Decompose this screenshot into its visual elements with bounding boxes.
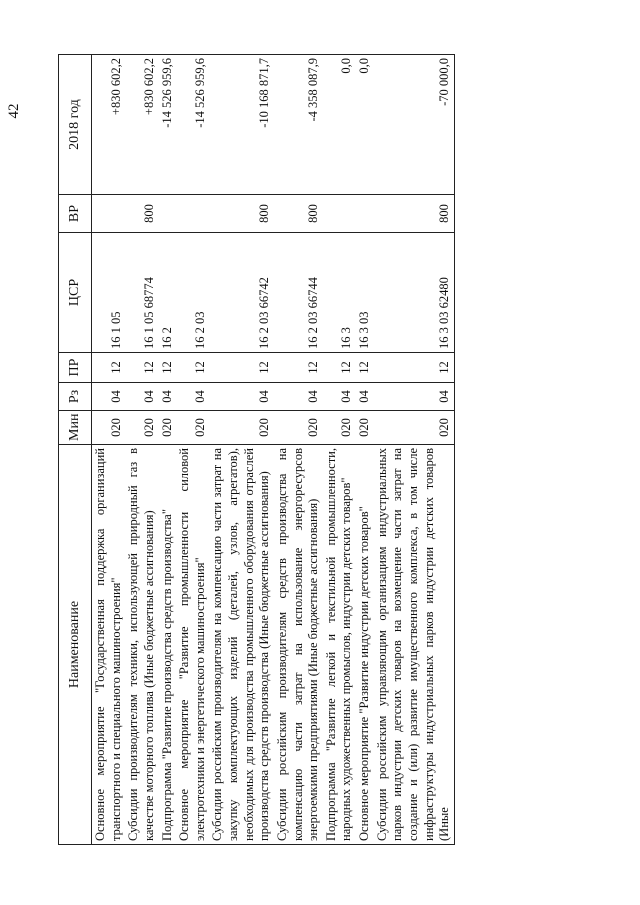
row-name: Субсидии производителям техники, использующей природный газ в качестве моторного топлива (Иные бюджетные ассигнования) [125, 445, 158, 845]
row-min: 020 [274, 411, 323, 445]
table-row [176, 55, 209, 845]
row-csr: 16 1 05 [92, 233, 126, 353]
page-number: 42 [6, 103, 22, 119]
row-min: 020 [374, 411, 455, 445]
row-vr: 800 [125, 195, 158, 233]
row-rz: 04 [209, 383, 274, 411]
row-rz: 04 [125, 383, 158, 411]
row-vr [176, 195, 209, 233]
row-name: Подпрограмма "Развитие легкой и текстильной промышленности, народных художественных промыслов, индустрии детских товаров" [323, 445, 356, 845]
row-csr: 16 2 [159, 233, 177, 353]
row-min: 020 [176, 411, 209, 445]
row-csr: 16 2 03 66744 [274, 233, 323, 353]
table-row [356, 55, 374, 845]
row-pr: 12 [356, 353, 374, 383]
row-pr: 12 [374, 353, 455, 383]
row-value: 0,0 [356, 55, 374, 195]
row-vr [323, 195, 356, 233]
row-vr [159, 195, 177, 233]
row-value: +830 602,2 [125, 55, 158, 195]
table-row [209, 55, 274, 845]
row-csr: 16 3 [323, 233, 356, 353]
row-rz: 04 [374, 383, 455, 411]
row-rz: 04 [274, 383, 323, 411]
header-csr: ЦСР [59, 233, 92, 353]
row-min: 020 [356, 411, 374, 445]
row-value: +830 602,2 [92, 55, 126, 195]
row-pr: 12 [125, 353, 158, 383]
row-name: Основное мероприятие "Развитие индустрии детских товаров" [356, 445, 374, 845]
row-csr: 16 3 03 [356, 233, 374, 353]
row-min: 020 [209, 411, 274, 445]
row-vr [92, 195, 126, 233]
table-header [59, 55, 92, 845]
row-name: Основное мероприятие "Государственная поддержка организаций транспортного и специального машиностроения" [92, 445, 126, 845]
table-row [274, 55, 323, 845]
row-rz: 04 [323, 383, 356, 411]
row-value: -14 526 959,6 [159, 55, 177, 195]
row-pr: 12 [159, 353, 177, 383]
row-name: Субсидии российским производителям средств производства на компенсацию части затрат на использование энергоресурсов энергоемкими предприятиями (Иные бюджетные ассигнования) [274, 445, 323, 845]
row-pr: 12 [176, 353, 209, 383]
row-csr: 16 2 03 [176, 233, 209, 353]
table-row [374, 55, 455, 845]
row-pr: 12 [209, 353, 274, 383]
row-value: -70 000,0 [374, 55, 455, 195]
row-csr: 16 2 03 66742 [209, 233, 274, 353]
row-min: 020 [159, 411, 177, 445]
row-csr: 16 1 05 68774 [125, 233, 158, 353]
header-name: Наименование [59, 445, 92, 845]
row-pr: 12 [92, 353, 126, 383]
row-value: -10 168 871,7 [209, 55, 274, 195]
row-name: Подпрограмма "Развитие производства средств производства" [159, 445, 177, 845]
header-pr: ПР [59, 353, 92, 383]
row-value: 0,0 [323, 55, 356, 195]
table-row [323, 55, 356, 845]
row-name: Субсидии российским производителям на компенсацию части затрат на закупку комплектующих изделий (деталей, узлов, агрегатов), необходимых для производства промышленного оборудования отраслей производства средств производства (Иные бюджетные ассигнования) [209, 445, 274, 845]
row-name: Субсидии российским управляющим организациям индустриальных парков индустрии детских товаров на возмещение части затрат на создание и (или) развитие имущественного комплекса, в том числе инфраструктуры индустриальных парков индустрии детских товаров (Иные [374, 445, 455, 845]
row-name: Основное мероприятие "Развитие промышленности силовой электротехники и энергетического машиностроения" [176, 445, 209, 845]
row-pr: 12 [274, 353, 323, 383]
row-rz: 04 [92, 383, 126, 411]
row-vr: 800 [274, 195, 323, 233]
table-row [159, 55, 177, 845]
row-value: -14 526 959,6 [176, 55, 209, 195]
row-min: 020 [323, 411, 356, 445]
budget-table [58, 54, 455, 845]
row-vr: 800 [209, 195, 274, 233]
table-row [125, 55, 158, 845]
header-vr: ВР [59, 195, 92, 233]
row-vr [356, 195, 374, 233]
row-rz: 04 [356, 383, 374, 411]
row-rz: 04 [159, 383, 177, 411]
table-body [92, 55, 455, 845]
row-value: -4 358 087,9 [274, 55, 323, 195]
table-row [92, 55, 126, 845]
header-min: Мин [59, 411, 92, 445]
header-rz: Рз [59, 383, 92, 411]
row-min: 020 [92, 411, 126, 445]
row-pr: 12 [323, 353, 356, 383]
row-csr: 16 3 03 62480 [374, 233, 455, 353]
header-year: 2018 год [59, 55, 92, 195]
row-min: 020 [125, 411, 158, 445]
row-rz: 04 [176, 383, 209, 411]
row-vr: 800 [374, 195, 455, 233]
